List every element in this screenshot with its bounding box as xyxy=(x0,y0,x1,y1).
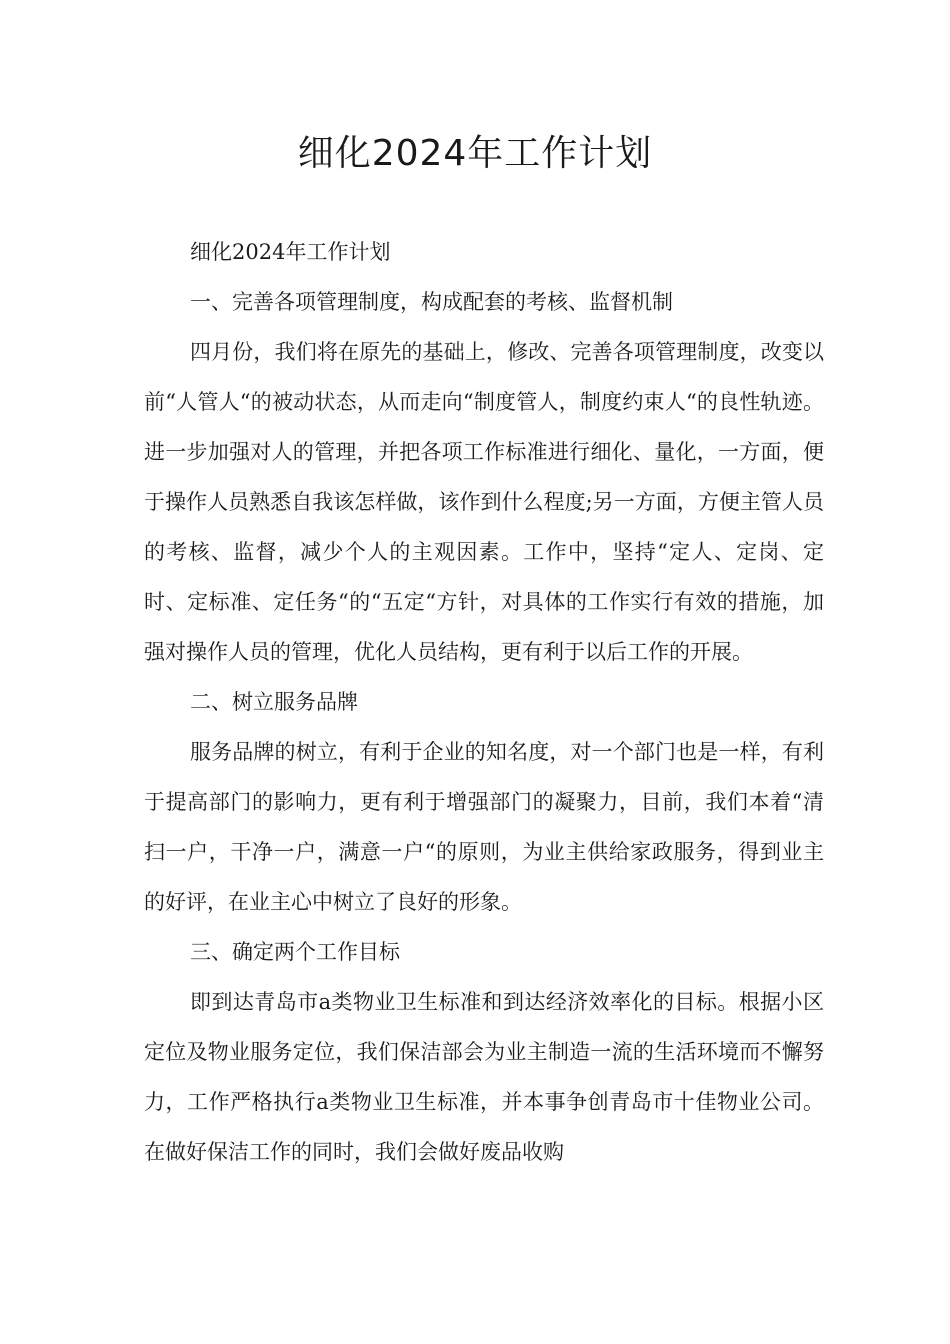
paragraph-subtitle: 细化2024年工作计划 xyxy=(190,240,391,264)
document-body xyxy=(144,227,824,1177)
document-title: 细化2024年工作计划 xyxy=(297,133,653,174)
paragraph-body-3: 即到达青岛市a类物业卫生标准和到达经济效率化的目标。根据小区定位及物业服务定位，我们保洁部会为业主制造一流的生活环境而不懈努力，工作严格执行a类物业卫生标准，并本事争创青岛市十佳物业公司。在做好保洁工作的同时，我们会做好废品收购 xyxy=(144,990,824,1164)
paragraph-heading-3: 三、确定两个工作目标 xyxy=(190,940,400,964)
paragraph-body-1: 四月份，我们将在原先的基础上，修改、完善各项管理制度，改变以前“人管人“的被动状态，从而走向“制度管人，制度约束人“的良性轨迹。进一步加强对人的管理，并把各项工作标准进行细化、量化，一方面，便于操作人员熟悉自我该怎样做，该作到什么程度;另一方面，方便主管人员的考核、监督，减少个人的主观因素。工作中，坚持“定人、定岗、定时、定标准、定任务“的“五定“方针，对具体的工作实行有效的措施，加强对操作人员的管理，优化人员结构，更有利于以后工作的开展。 xyxy=(144,340,824,664)
paragraph-heading-2: 二、树立服务品牌 xyxy=(190,690,358,714)
paragraph-heading-1: 一、完善各项管理制度，构成配套的考核、监督机制 xyxy=(190,290,673,314)
paragraph-body-2: 服务品牌的树立，有利于企业的知名度，对一个部门也是一样，有利于提高部门的影响力，更有利于增强部门的凝聚力，目前，我们本着“清扫一户，干净一户，满意一户“的原则，为业主供给家政服务，得到业主的好评，在业主心中树立了良好的形象。 xyxy=(144,740,824,914)
